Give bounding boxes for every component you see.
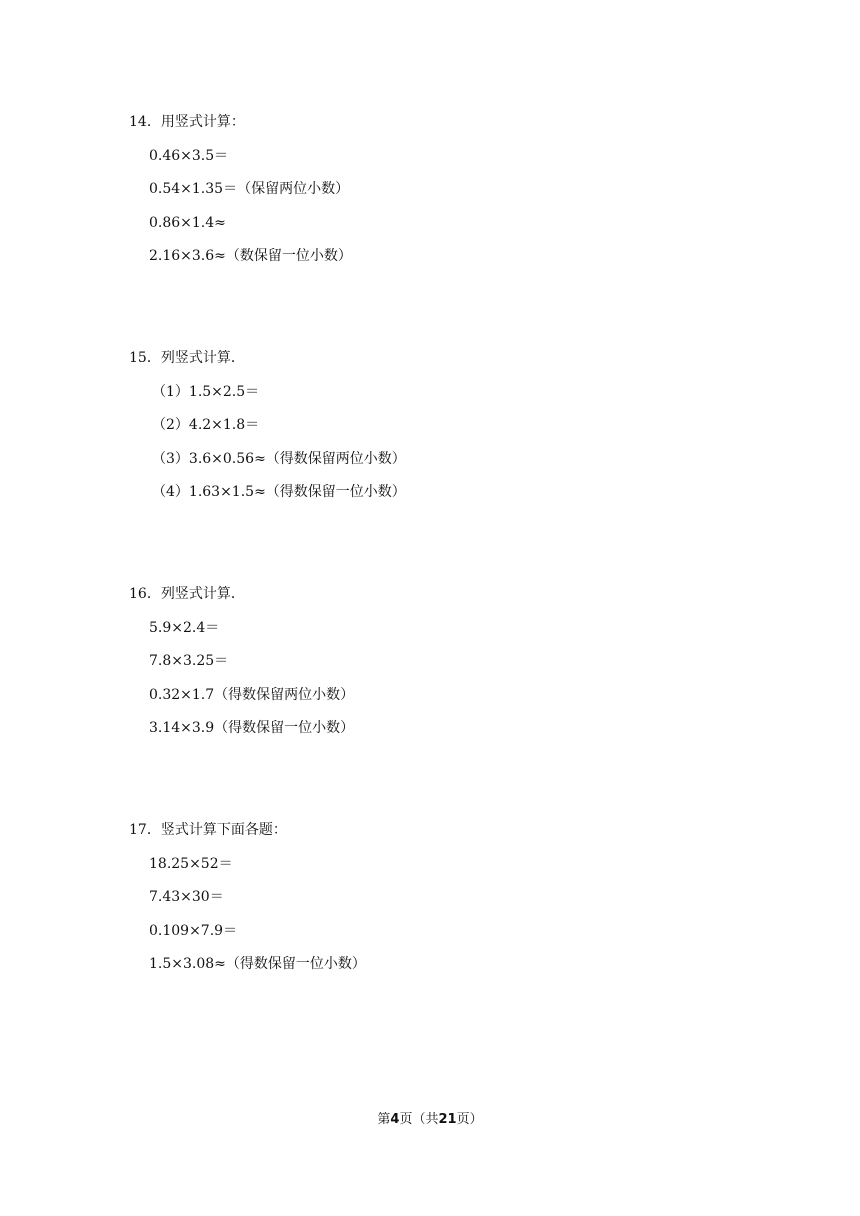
question-item: 7.43×30＝ [149,889,224,905]
footer-suffix: 页） [456,1112,483,1127]
question-title: 15．列竖式计算． [129,350,245,366]
question-item: （4）1.63×1.5≈（得数保留一位小数） [152,484,406,500]
question-item: 1.5×3.08≈（得数保留一位小数） [149,956,366,972]
question-item: 18.25×52＝ [149,856,233,872]
question-item: 2.16×3.6≈（数保留一位小数） [149,248,352,264]
footer-prefix: 第 [377,1112,391,1127]
question-title: 17．竖式计算下面各题： [129,822,287,838]
question-item: （2）4.2×1.8＝ [152,417,260,433]
page-footer [0,1111,860,1129]
question-item: 0.54×1.35＝（保留两位小数） [149,181,350,197]
question-item: （3）3.6×0.56≈（得数保留两位小数） [152,451,406,467]
question-item: 0.46×3.5＝ [149,148,229,164]
footer-middle: 页（共 [399,1112,439,1127]
question-title: 14．用竖式计算： [129,114,245,130]
current-page-number: 4 [390,1112,400,1127]
question-title: 16．列竖式计算． [129,586,245,602]
total-pages-number: 21 [438,1112,457,1127]
question-item: （1）1.5×2.5＝ [152,384,260,400]
question-item: 5.9×2.4＝ [149,620,220,636]
question-item: 3.14×3.9（得数保留一位小数） [149,720,355,736]
question-item: 0.32×1.7（得数保留两位小数） [149,687,355,703]
question-item: 0.86×1.4≈ [149,215,226,231]
question-item: 7.8×3.25＝ [149,653,229,669]
question-item: 0.109×7.9＝ [149,923,238,939]
